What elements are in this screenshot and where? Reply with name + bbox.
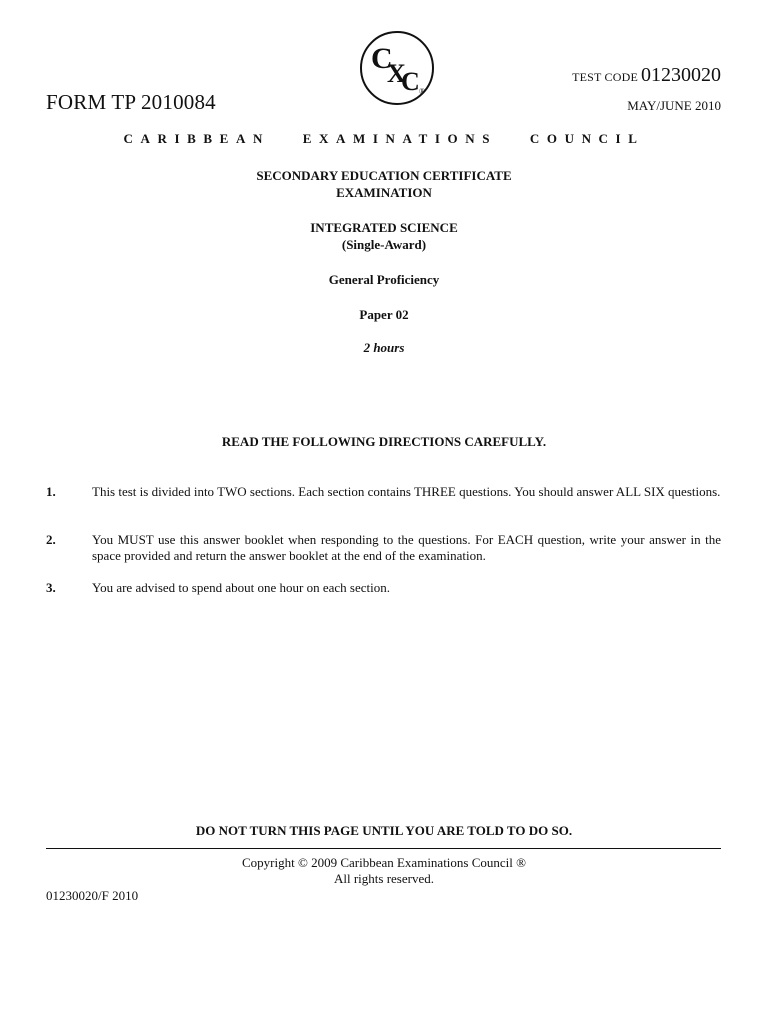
certificate-title (0, 167, 768, 201)
logo-letter-c2: C (401, 67, 420, 96)
form-number: FORM TP 2010084 (46, 90, 216, 114)
paper-number: Paper 02 (359, 307, 409, 322)
instruction-text: You are advised to spend about one hour on each section. (92, 580, 390, 595)
certificate-line-1: SECONDARY EDUCATION CERTIFICATE (256, 168, 512, 183)
logo-letter-x: X (387, 59, 406, 88)
footer-divider (46, 848, 721, 849)
proficiency-level: General Proficiency (328, 272, 440, 287)
subject-name: INTEGRATED SCIENCE (310, 220, 458, 235)
cxc-logo-icon (359, 28, 435, 108)
test-code-value: 01230020 (641, 64, 721, 86)
test-code (572, 64, 721, 87)
subject-title (0, 219, 768, 253)
instruction-number: 3. (46, 580, 56, 595)
do-not-turn-notice: DO NOT TURN THIS PAGE UNTIL YOU ARE TOLD TO DO SO. (195, 823, 573, 838)
copyright-line-2: All rights reserved. (333, 871, 434, 886)
copyright-line-1: Copyright © 2009 Caribbean Examinations Council ® (241, 855, 527, 870)
logo-letter-c1: C (371, 42, 393, 75)
council-name: CARIBBEAN EXAMINATIONS COUNCIL (123, 131, 645, 146)
document-code: 01230020/F 2010 (46, 888, 139, 903)
test-code-label: TEST CODE (572, 70, 638, 84)
directions-heading: READ THE FOLLOWING DIRECTIONS CAREFULLY. (221, 434, 547, 449)
instruction-number: 1. (46, 484, 56, 499)
certificate-line-2: EXAMINATION (336, 185, 432, 200)
award-type: (Single-Award) (341, 237, 427, 252)
copyright-notice (0, 855, 768, 887)
instruction-item (46, 532, 721, 564)
exam-date: MAY/JUNE 2010 (627, 98, 721, 113)
instruction-item (46, 484, 721, 500)
instruction-text: You MUST use this answer booklet when responding to the questions. For EACH question, write your answer in the space provided and return the answer booklet at the end of the examination. (92, 532, 721, 563)
instruction-item (46, 580, 721, 596)
instruction-text: This test is divided into TWO sections. Each section contains THREE questions. You should answer ALL SIX questions. (92, 484, 721, 499)
cxc-logo (359, 28, 435, 108)
exam-duration: 2 hours (363, 340, 405, 355)
logo-registered-mark: ® (419, 87, 426, 96)
instruction-number: 2. (46, 532, 56, 547)
